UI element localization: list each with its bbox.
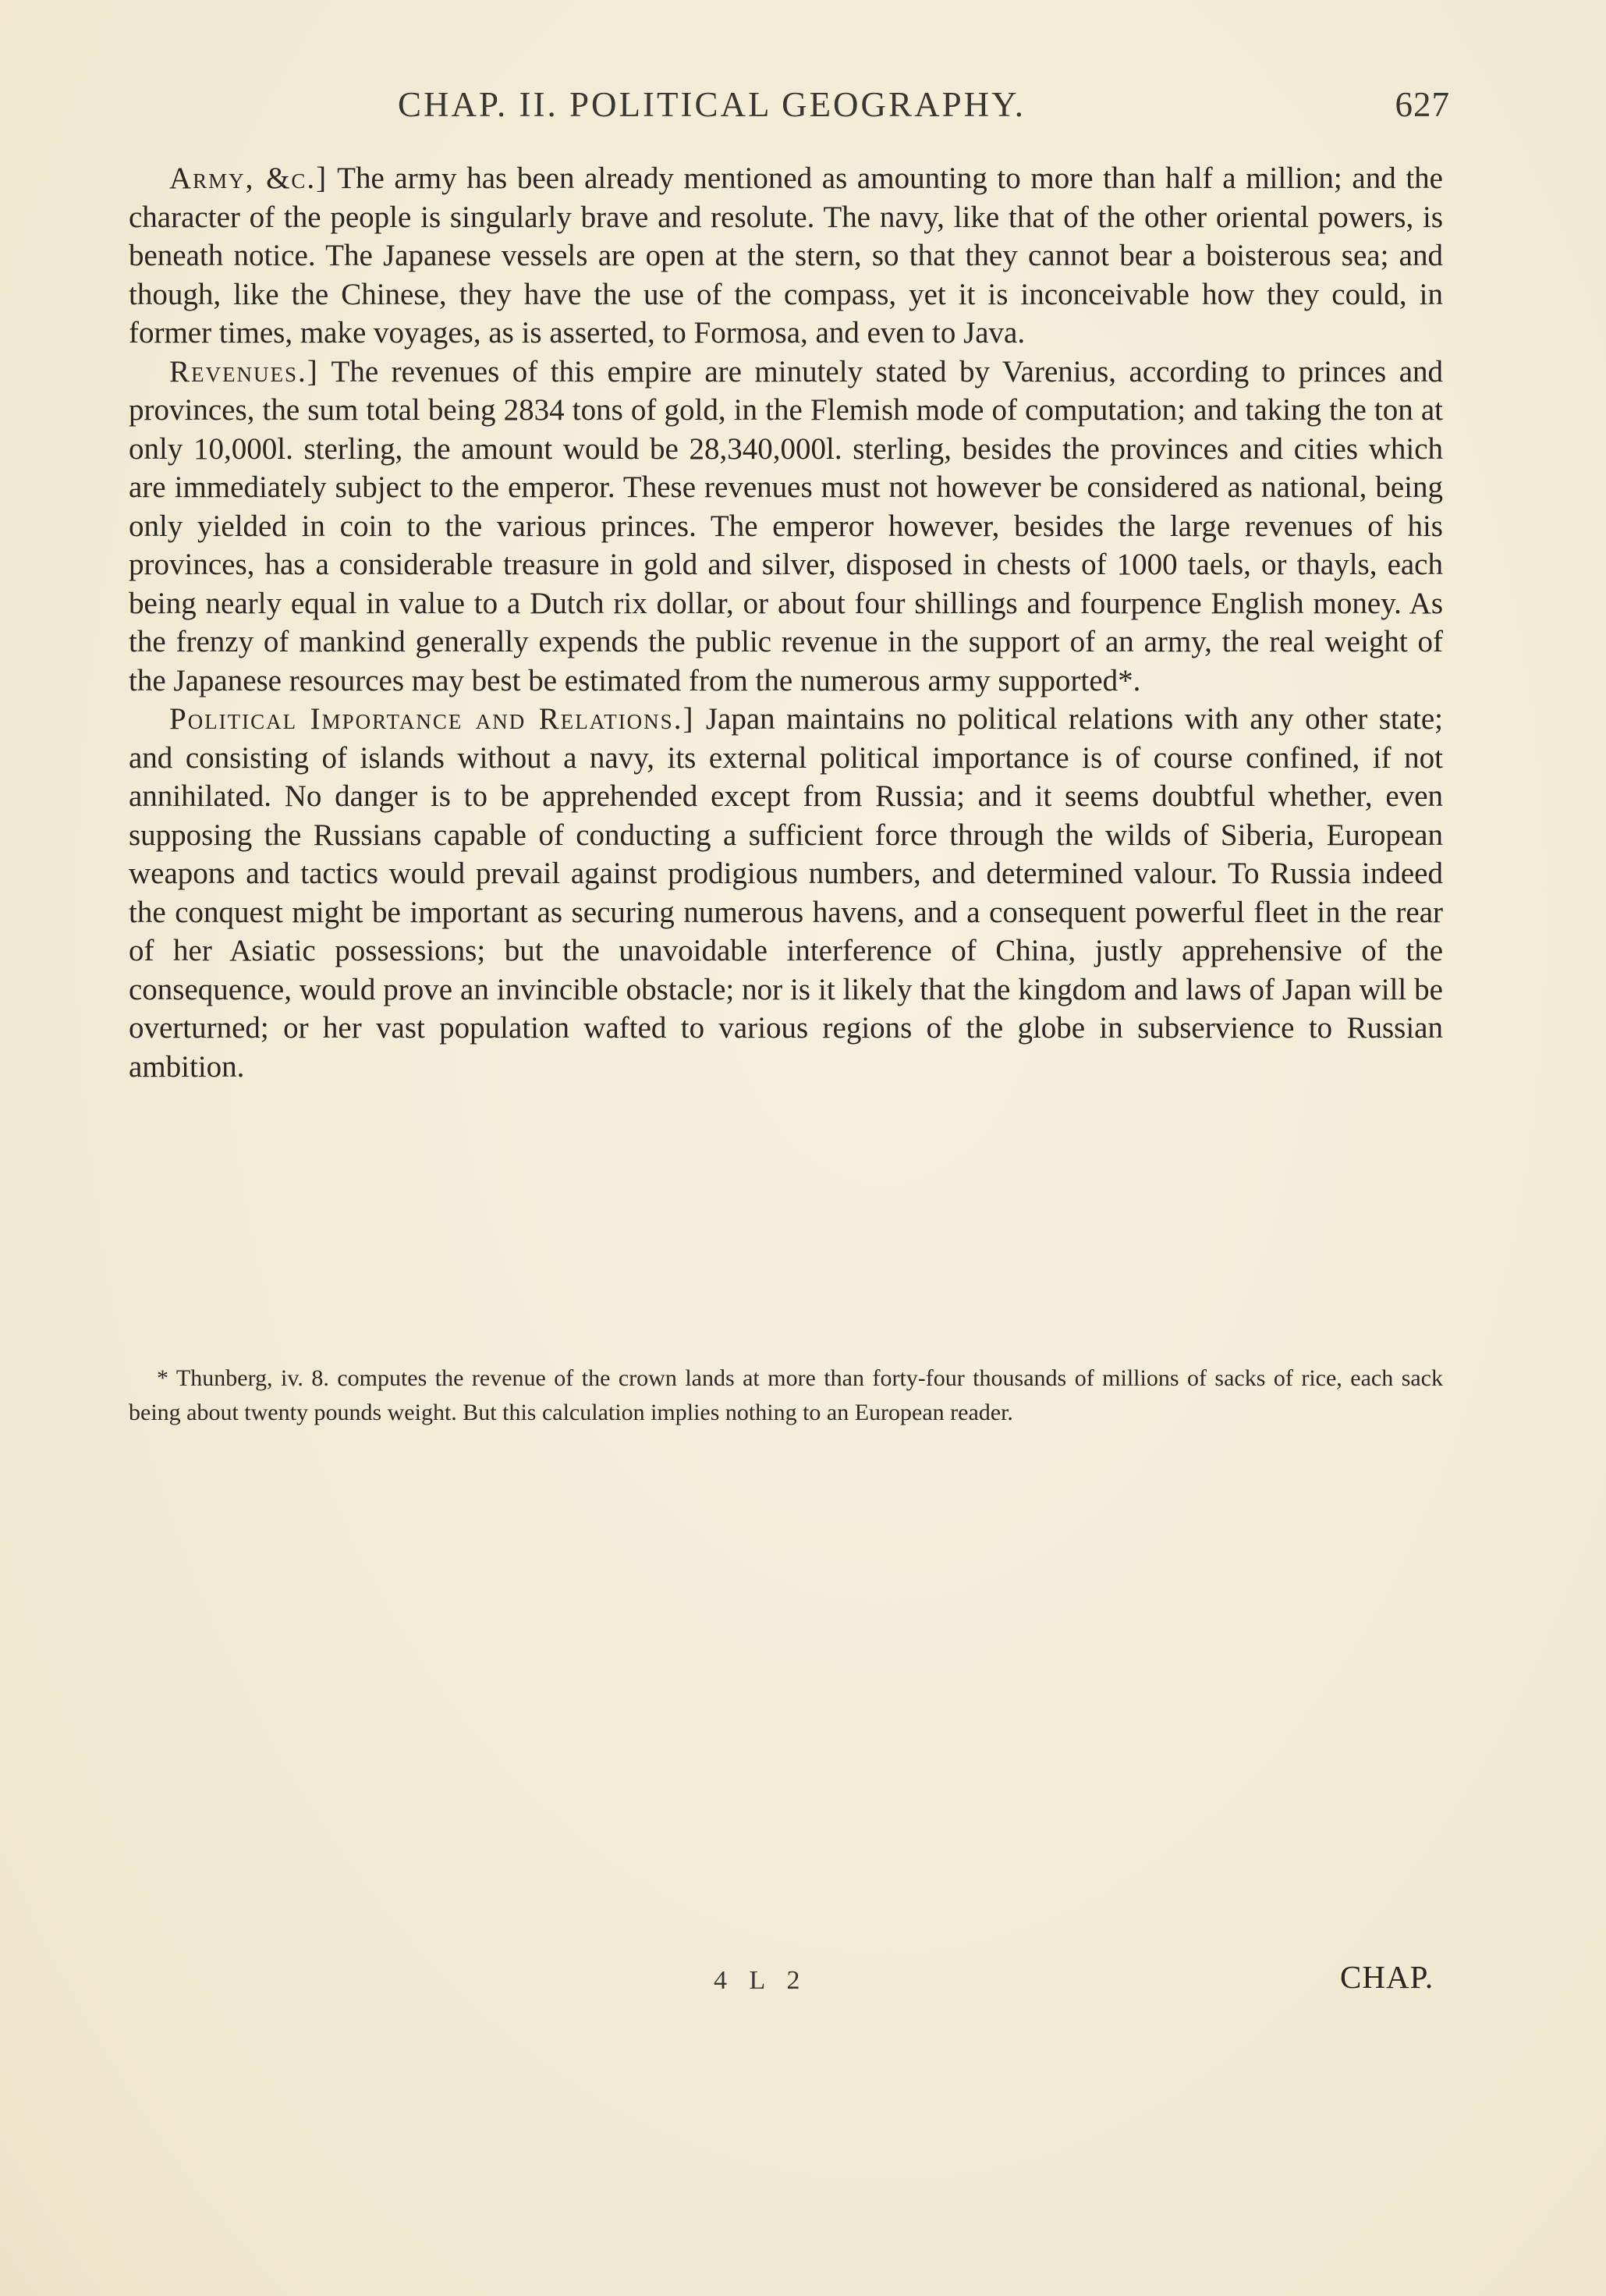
paragraph-revenues <box>129 353 1443 701</box>
paragraph-political-relations-text: Japan maintains no political relations with any other state; and consisting of islands without a navy, its external political importance is of course confined, if not annihilated. No danger is to be apprehended except from Russia; and it seems doubtful whether, even supposing the Russians capable of conducting a sufficient force through the wilds of Siberia, European weapons and tactics would prevail against prodigious numbers, and determined valour. To Russia indeed the conquest might be important as securing numerous havens, and a consequent powerful fleet in the rear of her Asiatic possessions; but the unavoidable interference of China, justly apprehensive of the consequence, would prove an invincible obstacle; nor is it likely that the kingdom and laws of Japan will be overturned; or her vast population wafted to various regions of the globe in subservience to Russian ambition. <box>129 702 1443 1084</box>
footnote: * Thunberg, iv. 8. computes the revenue of the crown lands at more than forty-four thousands of millions of sacks of rice, each sack being about twenty pounds weight. But this calculation implies nothing to an European reader. <box>129 1365 1443 1425</box>
section-heading-political-relations: Political Importance and Relations.] <box>169 702 695 736</box>
section-heading-army: Army, &c.] <box>169 161 328 195</box>
paragraph-revenues-text: The revenues of this empire are minutely stated by Varenius, according to princes and provinces, the sum total being 2834 tons of gold, in the Flemish mode of computation; and taking the ton at only 10,000l. sterling, the amount would be 28,340,000l. sterling, besides the provinces and cities which are immediately subject to the emperor. These revenues must not however be considered as national, being only yielded in coin to the various princes. The emperor however, besides the large revenues of his provinces, has a considerable treasure in gold and silver, disposed in chests of 1000 taels, or thayls, each being nearly equal in value to a Dutch rix dollar, or about four shillings and fourpence English money. As the frenzy of mankind generally expends the public revenue in the support of an army, the real weight of the Japanese resources may best be estimated from the numerous army supported*. <box>129 354 1443 697</box>
running-head-title: CHAP. II. POLITICAL GEOGRAPHY. <box>398 85 1026 124</box>
paragraph-army <box>129 159 1443 353</box>
paragraph-political-relations <box>129 700 1443 1086</box>
paragraph-army-text: The army has been already mentioned as amounting to more than half a million; and the character of the people is singularly brave and resolute. The navy, like that of the other oriental powers, is beneath notice. The Japanese vessels are open at the stern, so that they cannot bear a boisterous sea; and though, like the Chinese, they have the use of the compass, yet it is inconceivable how they could, in former times, make voyages, as is asserted, to Formosa, and even to Java. <box>129 161 1443 350</box>
section-heading-revenues: Revenues.] <box>169 354 319 389</box>
main-text <box>129 159 1443 1086</box>
signature-mark: 4 L 2 <box>714 1966 808 1995</box>
page-number: 627 <box>1395 85 1450 124</box>
catchword: CHAP. <box>1340 1959 1434 1995</box>
